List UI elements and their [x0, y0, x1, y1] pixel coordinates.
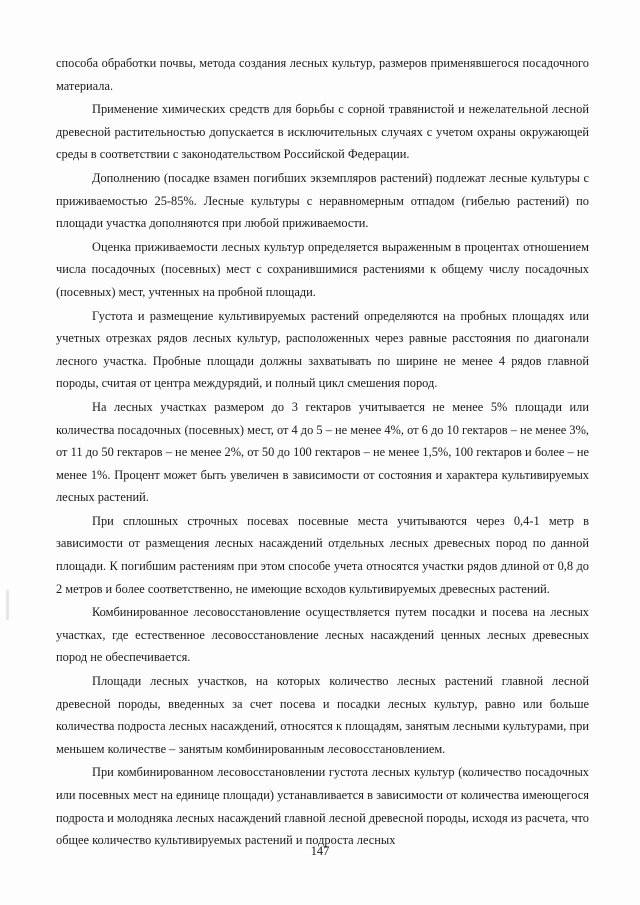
paragraph-density-placement: Густота и размещение культивируемых растений определяются на пробных площадях или учетных отрезках рядов лесных культур, расположенных через равные расстояния по диагонали лесного участка. Пробные площади должны захватывать по ширине не менее 4 рядов главной породы, считая от центра междурядий, и полный цикл смешения пород.: [56, 308, 589, 391]
document-body: [56, 52, 589, 853]
scan-margin-mark: [6, 590, 9, 620]
paragraph-continuation: способа обработки почвы, метода создания лесных культур, размеров применявшегося посадочного материала.: [56, 56, 589, 93]
paragraph-chemical-means: Применение химических средств для борьбы с сорной травянистой и нежелательной лесной древесной растительностью допускается в исключительных случаях с учетом охраны окружающей среды в соответствии с законодательством Российской Федерации.: [56, 102, 589, 162]
paragraph-sampling-percentages: На лесных участках размером до 3 гектаров учитывается не менее 5% площади или количества посадочных (посевных) мест, от 4 до 5 – не менее 4%, от 6 до 10 гектаров – не менее 3%, от 11 до 50 гектаров – не менее 2%, от 50 до 100 гектаров – не менее 1,5%, 100 гектаров и более – не менее 1%. Процент может быть увеличен в зависимости от состояния и характера культивируемых лесных растений.: [56, 399, 589, 505]
paragraph-survival-assessment: Оценка приживаемости лесных культур определяется выраженным в процентах отношением числа посадочных (посевных) мест с сохранившимися растениями к общему числу посадочных (посевных) мест, учтенных на пробной площади.: [56, 239, 589, 299]
page-number: 147: [310, 844, 330, 858]
paragraph-area-classification: Площади лесных участков, на которых количество лесных растений главной лесной древесной породы, введенных за счет посева и посадки лесных культур, равно или больше количества подроста лесных насаждений, относятся к площадям, занятым лесными культурами, при меньшем количестве – занятым комбинированным лесовосстановлением.: [56, 674, 589, 756]
paragraph-supplement-planting: Дополнению (посадке взамен погибших экземпляров растений) подлежат лесные культуры с приживаемостью 25-85%. Лесные культуры с неравномерным отпадом (гибелью растений) по площади участка дополняются при любой приживаемости.: [56, 170, 589, 231]
paragraph-combined-density: При комбинированном лесовосстановлении густота лесных культур (количество посадочных или посевных мест на единице площади) устанавливается в зависимости от количества имеющегося подроста и молодняка лесных насаждений главной лесной древесной породы, исходя из расчета, что общее количество культивируемых растений и подроста лесных: [56, 765, 589, 848]
paragraph-row-sowing: При сплошных строчных посевах посевные места учитываются через 0,4-1 метр в зависимости от размещения лесных насаждений отдельных лесных древесных пород по данной площади. К погибшим растениям при этом способе учета относятся участки рядов длиной от 0,8 до 2 метров и более соответственно, не имеющие всходов культивируемых древесных растений.: [56, 513, 589, 596]
paragraph-combined-restoration: Комбинированное лесовосстановление осуществляется путем посадки и посева на лесных участках, где естественное лесовосстановление лесных насаждений ценных лесных древесных пород не обеспечивается.: [56, 605, 589, 665]
